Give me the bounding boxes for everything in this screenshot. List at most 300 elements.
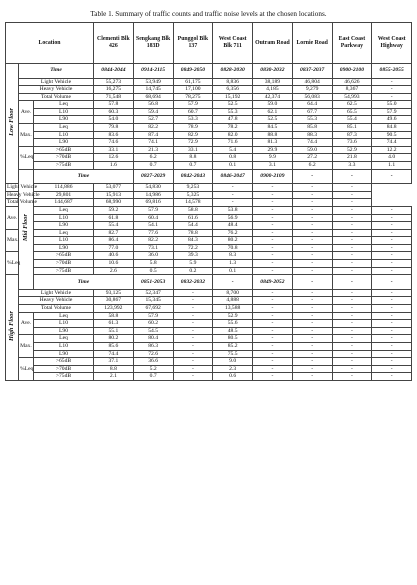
ave-group-label: Ave. [19, 312, 34, 335]
max-leq-cell: - [173, 335, 213, 343]
ave-l10-cell: - [332, 214, 372, 222]
light-vehicle-row-cell: 52,347 [133, 289, 173, 297]
light-vehicle-row-cell: 38,189 [253, 78, 293, 86]
pct-gt65-cell: - [372, 252, 412, 260]
ave-l90-cell: 52.5 [253, 116, 293, 124]
location-header: Location [6, 23, 94, 64]
l90-label: L90 [34, 244, 94, 252]
light-vehicle-row-label: Light Vehicle [7, 184, 38, 191]
ave-l90-cell: 48.4 [213, 222, 253, 230]
max-leq-row [6, 229, 412, 237]
heavy-vehicle-row-cell: - [332, 191, 372, 199]
ave-l10-row [6, 108, 412, 116]
max-l90-row [6, 244, 412, 252]
header-row [6, 23, 412, 64]
max-l90-cell: 74.4 [292, 139, 332, 147]
max-leq-cell: 78.9 [173, 124, 213, 132]
heavy-vehicle-row-label: Heavy Vehicle [19, 297, 94, 305]
pct-gt75-cell: 0.6 [213, 373, 253, 381]
ave-l10-cell: - [173, 320, 213, 328]
total-volume-row-cell: - [253, 199, 293, 207]
max-l10-cell: - [253, 237, 293, 245]
threshold-label: >75dB [34, 162, 94, 170]
pct-gt70-cell: - [292, 260, 332, 268]
pct-gt70-cell: - [253, 260, 293, 268]
max-l10-cell: - [332, 237, 372, 245]
total-volume-row-cell: 69,816 [133, 199, 173, 207]
table-body [6, 64, 412, 381]
total-volume-row-cell: 68,694 [133, 93, 173, 101]
max-leq-cell: - [332, 229, 372, 237]
pct-gt65-cell: 40.6 [94, 252, 134, 260]
pct-gt75-cell: 0.7 [133, 162, 173, 170]
total-volume-row-cell: 78,275 [173, 93, 213, 101]
traffic-noise-table [5, 22, 412, 381]
time-cell: 0900-2100 [332, 64, 372, 79]
threshold-label: >70dB [34, 154, 94, 162]
pct-gt75-cell: 0.7 [173, 162, 213, 170]
heavy-vehicle-row-cell: - [372, 86, 412, 94]
heavy-vehicle-row [6, 191, 412, 199]
max-l10-cell: 86.4 [94, 237, 134, 245]
max-l90-cell: - [332, 350, 372, 358]
table-caption: Table 1. Summary of traffic counts and traffic noise levels at the chosen locations. [90, 10, 327, 18]
ave-leq-cell: 57.9 [173, 101, 213, 109]
pct-gt70-cell: 1.3 [213, 260, 253, 268]
ave-leq-row [6, 101, 412, 109]
pct-gt70-cell: - [173, 365, 213, 373]
ave-l10-cell: 61.8 [94, 214, 134, 222]
threshold-label: >75dB [34, 267, 94, 275]
col-header: West Coast Blk 711 [213, 23, 253, 64]
time-cell: - [332, 169, 372, 184]
ave-l90-cell: 54.0 [94, 116, 134, 124]
light-vehicle-row-cell: 46,804 [292, 78, 332, 86]
ave-l10-cell: 65.5 [332, 108, 372, 116]
time-cell: - [372, 275, 412, 290]
pct-gt65-cell: - [372, 358, 412, 366]
light-vehicle-row-cell: - [332, 184, 372, 192]
col-header: Clementi Blk 426 [94, 23, 134, 64]
max-l10-cell: 85.2 [213, 342, 253, 350]
max-l10-cell: 87.3 [332, 131, 372, 139]
max-l90-cell: 72.2 [173, 244, 213, 252]
ave-leq-cell: - [372, 206, 412, 214]
threshold-label: >75dB [34, 373, 94, 381]
ave-l10-cell: 59.4 [133, 108, 173, 116]
pct-gt65-row [6, 358, 412, 366]
pct-gt65-cell: 21.3 [133, 146, 173, 154]
ave-leq-row [6, 312, 412, 320]
light-vehicle-row-cell: 114,886 [34, 184, 94, 192]
col-header: West Coast Highway [372, 23, 412, 64]
floor-label [6, 275, 19, 381]
pct-gt70-cell: - [372, 260, 412, 268]
light-vehicle-row-cell: 8,836 [213, 78, 253, 86]
light-vehicle-row [6, 78, 412, 86]
ave-l10-cell: 60.4 [133, 214, 173, 222]
total-volume-row-label: Total Volume [19, 304, 94, 312]
pct-gt75-cell: - [253, 267, 293, 275]
heavy-vehicle-row-cell: 16,275 [94, 86, 134, 94]
heavy-vehicle-row-cell: 29,801 [34, 191, 94, 199]
max-leq-row [6, 335, 412, 343]
light-vehicle-row-cell: 61,175 [173, 78, 213, 86]
max-l90-cell: 72.9 [173, 139, 213, 147]
time-cell: 0849-2050 [173, 64, 213, 79]
total-volume-row-cell: - [332, 304, 372, 312]
total-volume-row-cell: - [213, 199, 253, 207]
pct-gt70-cell: 8.8 [173, 154, 213, 162]
pct-gt65-cell: - [173, 358, 213, 366]
pct-gt65-cell: 39.3 [173, 252, 213, 260]
time-label: Time [34, 169, 134, 184]
threshold-label: >65dB [34, 146, 94, 154]
max-leq-cell: 80.5 [213, 335, 253, 343]
max-leq-cell: 82.7 [94, 229, 134, 237]
ave-l90-row [6, 222, 412, 230]
threshold-label: >70dB [34, 365, 94, 373]
ave-l10-cell: 62.1 [253, 108, 293, 116]
floor-name: Mid Floor [21, 214, 29, 242]
light-vehicle-row-cell: - [372, 289, 412, 297]
max-l10-cell: 80.2 [213, 237, 253, 245]
ave-l90-row [6, 116, 412, 124]
time-cell: - [372, 169, 412, 184]
pct-gt75-cell: 1.6 [94, 162, 134, 170]
light-vehicle-row [6, 184, 412, 192]
pct-gt75-row [6, 162, 412, 170]
pct-gt65-cell: 9.0 [213, 358, 253, 366]
max-l10-cell: - [372, 237, 412, 245]
max-l10-cell: - [292, 342, 332, 350]
pct-gt70-cell: 0.8 [213, 154, 253, 162]
pct-gt65-cell: - [292, 358, 332, 366]
light-vehicle-row-cell: - [292, 289, 332, 297]
pct-gt70-cell: - [292, 365, 332, 373]
max-leq-cell: 84.8 [372, 124, 412, 132]
l10-label: L10 [34, 237, 94, 245]
max-l10-cell: 82.2 [133, 237, 173, 245]
heavy-vehicle-row-cell: 9,279 [292, 86, 332, 94]
ave-l90-cell: 47.8 [213, 116, 253, 124]
ave-l90-cell: - [372, 222, 412, 230]
max-l10-cell: 88.3 [292, 131, 332, 139]
time-cell: 0851-2053 [133, 275, 173, 290]
time-cell: 0846-2047 [213, 169, 253, 184]
max-l90-cell: 74.6 [94, 139, 134, 147]
total-volume-row-cell: - [332, 199, 372, 207]
pct-gt75-cell: - [372, 267, 412, 275]
total-volume-row-cell: 67,692 [133, 304, 173, 312]
floor-name: High Floor [7, 311, 15, 342]
time-cell: 0828-2030 [213, 64, 253, 79]
pct-gt70-row [6, 260, 412, 268]
max-leq-row [6, 124, 412, 132]
ave-leq-cell: 62.5 [332, 101, 372, 109]
ave-leq-cell: 55.0 [372, 101, 412, 109]
max-leq-cell: 78.8 [173, 229, 213, 237]
floor-name: Low Floor [7, 108, 15, 137]
l10-label: L10 [34, 131, 94, 139]
ave-group-label: Ave. [19, 101, 34, 124]
max-l90-cell: 77.0 [94, 244, 134, 252]
total-volume-row-cell: 68,990 [94, 199, 134, 207]
pct-gt75-cell: - [173, 373, 213, 381]
heavy-vehicle-row-cell: - [253, 191, 293, 199]
total-volume-row [6, 199, 412, 207]
heavy-vehicle-row-cell: - [213, 191, 253, 199]
heavy-vehicle-row [6, 86, 412, 94]
leq-label: Leq [34, 312, 94, 320]
pct-gt65-cell: - [292, 252, 332, 260]
light-vehicle-row-cell: - [372, 78, 412, 86]
max-group-label: Max. [19, 124, 34, 147]
max-l10-cell: - [372, 342, 412, 350]
max-l90-cell: - [372, 350, 412, 358]
pct-gt65-cell: 37.1 [94, 358, 134, 366]
ave-leq-cell: 59.2 [94, 206, 134, 214]
pct-gt70-cell: - [332, 365, 372, 373]
col-header: Lornie Road [292, 23, 332, 64]
l10-label: L10 [34, 320, 94, 328]
heavy-vehicle-row-cell: 6,356 [213, 86, 253, 94]
total-volume-row-cell: 56,083 [292, 93, 332, 101]
pct-gt75-cell: 6.2 [292, 162, 332, 170]
max-l10-row [6, 237, 412, 245]
total-volume-row-cell: - [292, 199, 332, 207]
ave-l90-cell: 54.5 [133, 327, 173, 335]
ave-l90-cell: - [372, 327, 412, 335]
max-l10-cell: 87.4 [133, 131, 173, 139]
time-cell: - [292, 275, 332, 290]
ave-l90-cell: 54.4 [173, 222, 213, 230]
pct-gt70-cell: 27.2 [292, 154, 332, 162]
time-cell: 0844-2044 [94, 64, 134, 79]
max-leq-cell: - [372, 229, 412, 237]
total-volume-row-cell: 13,588 [213, 304, 253, 312]
pct-gt75-cell: 2.1 [94, 373, 134, 381]
light-vehicle-row-cell: - [213, 184, 253, 192]
time-cell: 0842-2043 [173, 169, 213, 184]
max-l90-cell: 73.6 [332, 139, 372, 147]
light-vehicle-row-cell: 8,700 [213, 289, 253, 297]
heavy-vehicle-row-cell: 30,867 [94, 297, 134, 305]
max-leq-cell: - [372, 335, 412, 343]
ave-l10-cell: 60.7 [173, 108, 213, 116]
time-cell: 0914-2115 [133, 64, 173, 79]
l90-label: L90 [34, 139, 94, 147]
light-vehicle-row-label: Light Vehicle [19, 78, 94, 86]
max-l90-cell: 74.4 [372, 139, 412, 147]
leq-label: Leq [34, 124, 94, 132]
ave-leq-cell: 52.9 [213, 312, 253, 320]
ave-l90-cell: 52.7 [133, 116, 173, 124]
pct-gt75-cell: - [372, 373, 412, 381]
ave-l10-cell: - [372, 320, 412, 328]
pct-gt70-cell: - [332, 260, 372, 268]
total-volume-row-cell: - [372, 304, 412, 312]
max-l90-cell: - [253, 244, 293, 252]
pct-gt70-cell: 12.6 [94, 154, 134, 162]
ave-l90-cell: 48.5 [213, 327, 253, 335]
leq-label: Leq [34, 229, 94, 237]
heavy-vehicle-row-cell: 15,913 [94, 191, 134, 199]
pct-gt70-cell: 2.3 [213, 365, 253, 373]
heavy-vehicle-row-cell: 14,745 [133, 86, 173, 94]
heavy-vehicle-row-cell: 4,888 [213, 297, 253, 305]
max-l90-cell: - [372, 244, 412, 252]
ave-leq-cell: - [332, 206, 372, 214]
light-vehicle-row-cell: - [253, 184, 293, 192]
ave-l10-cell: 55.3 [213, 108, 253, 116]
pct-gt65-cell: 36.0 [133, 252, 173, 260]
pct-gt65-cell: 33.1 [173, 146, 213, 154]
floor-label [6, 64, 19, 184]
heavy-vehicle-row-cell: - [332, 297, 372, 305]
max-l10-cell: 86.3 [133, 342, 173, 350]
ave-l90-cell: 53.3 [173, 116, 213, 124]
ave-l10-cell: 67.7 [292, 108, 332, 116]
total-volume-row [6, 93, 412, 101]
max-l10-cell: - [292, 237, 332, 245]
max-l90-cell: 73.1 [133, 244, 173, 252]
max-leq-cell: 85.1 [332, 124, 372, 132]
pct-gt75-cell: 0.1 [213, 267, 253, 275]
max-l90-cell: 74.1 [133, 139, 173, 147]
pct-gt70-row [6, 154, 412, 162]
max-l90-row [6, 139, 412, 147]
light-vehicle-row-cell: - [332, 289, 372, 297]
total-volume-row-cell: 144,687 [34, 199, 94, 207]
ave-leq-cell: - [372, 312, 412, 320]
max-l90-cell: 81.3 [253, 139, 293, 147]
ave-leq-cell: - [173, 312, 213, 320]
pct-gt65-cell: 29.9 [253, 146, 293, 154]
threshold-label: >65dB [34, 358, 94, 366]
max-leq-cell: 80.2 [94, 335, 134, 343]
max-leq-cell: 82.2 [133, 124, 173, 132]
light-vehicle-row-cell: - [292, 184, 332, 192]
pct-gt75-cell: - [292, 267, 332, 275]
max-l90-cell: 72.6 [133, 350, 173, 358]
ave-l90-cell: - [253, 327, 293, 335]
total-volume-row-cell: - [173, 304, 213, 312]
light-vehicle-row-cell: 93,125 [94, 289, 134, 297]
ave-l10-cell: - [253, 320, 293, 328]
pct-group-label: %Leq [19, 146, 34, 169]
ave-leq-cell: 58.8 [94, 312, 134, 320]
ave-l10-row [6, 320, 412, 328]
pct-gt75-row [6, 373, 412, 381]
time-cell: 0830-2032 [253, 64, 293, 79]
max-l10-row [6, 342, 412, 350]
max-l10-cell: - [332, 342, 372, 350]
ave-leq-cell: - [253, 206, 293, 214]
max-l90-cell: 71.6 [213, 139, 253, 147]
max-leq-cell: 78.2 [213, 124, 253, 132]
ave-l90-cell: - [292, 222, 332, 230]
ave-leq-cell: - [332, 312, 372, 320]
light-vehicle-row-cell: - [253, 289, 293, 297]
ave-leq-row [6, 206, 412, 214]
ave-leq-cell: 56.8 [133, 101, 173, 109]
light-vehicle-row-cell: 46,626 [332, 78, 372, 86]
max-l10-cell: 85.6 [94, 342, 134, 350]
leq-label: Leq [34, 206, 94, 214]
pct-gt75-row [6, 267, 412, 275]
max-l10-cell: 83.6 [94, 131, 134, 139]
total-volume-row-label: Total Volume [19, 93, 94, 101]
pct-gt75-cell: 3.3 [332, 162, 372, 170]
total-volume-row-cell: - [253, 304, 293, 312]
ave-l90-cell: - [253, 222, 293, 230]
pct-gt65-row [6, 146, 412, 154]
ave-leq-cell: 59.0 [253, 101, 293, 109]
pct-gt75-cell: 0.1 [213, 162, 253, 170]
time-cell: 0837-2037 [292, 64, 332, 79]
max-l10-cell: 90.5 [372, 131, 412, 139]
max-leq-cell: 77.6 [133, 229, 173, 237]
ave-l90-cell: - [332, 327, 372, 335]
total-volume-row-cell: - [292, 304, 332, 312]
leq-label: Leq [34, 335, 94, 343]
ave-l10-cell: - [372, 214, 412, 222]
max-l10-cell: 84.3 [173, 237, 213, 245]
light-vehicle-row-cell: 53,077 [94, 184, 134, 192]
pct-gt65-cell: 33.1 [94, 146, 134, 154]
max-l90-row [6, 350, 412, 358]
ave-l90-row [6, 327, 412, 335]
ave-l90-cell: 55.3 [292, 116, 332, 124]
pct-gt65-cell: 5.4 [213, 146, 253, 154]
max-group-label: Max. [19, 335, 34, 358]
max-l10-row [6, 131, 412, 139]
col-header: Sengkang Blk 183D [133, 23, 173, 64]
heavy-vehicle-row-cell: 15,345 [133, 297, 173, 305]
ave-l90-cell: 55.4 [332, 116, 372, 124]
total-volume-row-cell: 15,192 [213, 93, 253, 101]
heavy-vehicle-row-cell: - [372, 297, 412, 305]
time-label: Time [34, 275, 134, 290]
heavy-vehicle-row-cell: - [292, 297, 332, 305]
ave-leq-cell: 52.5 [213, 101, 253, 109]
time-cell: - [332, 275, 372, 290]
ave-l10-cell: - [253, 214, 293, 222]
pct-gt70-cell: 9.9 [253, 154, 293, 162]
time-row [6, 169, 412, 184]
max-l90-cell: - [332, 244, 372, 252]
pct-gt75-cell: - [332, 373, 372, 381]
ave-leq-cell: 57.8 [94, 101, 134, 109]
pct-gt75-cell: - [332, 267, 372, 275]
ave-l10-cell: 57.9 [372, 108, 412, 116]
heavy-vehicle-row-cell: 8,367 [332, 86, 372, 94]
pct-gt70-cell: - [372, 365, 412, 373]
pct-gt75-cell: - [253, 373, 293, 381]
heavy-vehicle-row-cell: 17,100 [173, 86, 213, 94]
pct-gt65-cell: - [253, 358, 293, 366]
max-l10-cell: - [173, 342, 213, 350]
ave-l10-cell: 61.6 [173, 214, 213, 222]
time-row [6, 64, 412, 79]
time-cell: - [213, 275, 253, 290]
pct-group-label: %Leq [19, 358, 34, 381]
max-leq-cell: - [253, 229, 293, 237]
max-leq-cell: 84.5 [253, 124, 293, 132]
total-volume-row-cell: 54,993 [332, 93, 372, 101]
ave-l10-cell: - [292, 320, 332, 328]
